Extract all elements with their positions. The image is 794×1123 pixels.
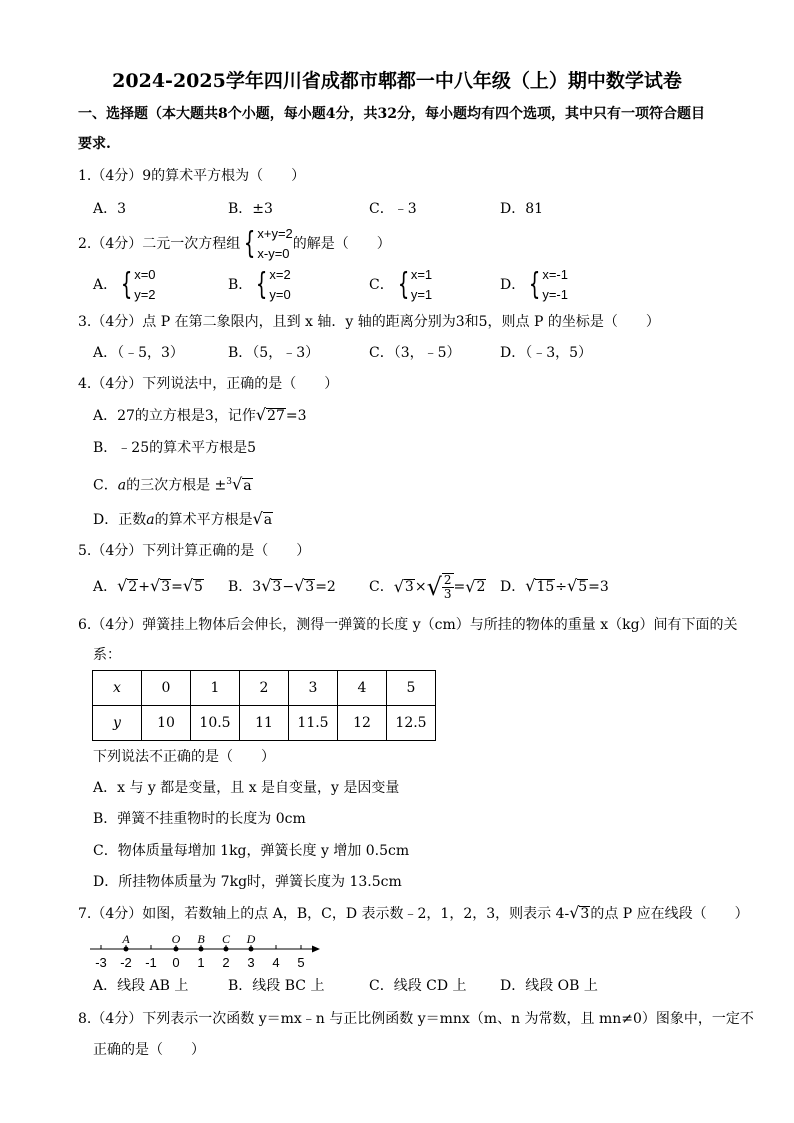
q4-d-label: D．正数 xyxy=(93,512,147,528)
q5-d-res: =3 xyxy=(588,579,609,595)
table-cell: 11 xyxy=(240,706,289,741)
q5-b-op: − xyxy=(282,579,295,595)
point-marker xyxy=(199,947,204,952)
table-cell: y xyxy=(93,706,142,741)
q1-option-b: B．±3 xyxy=(228,201,273,217)
tick-label: 2 xyxy=(222,955,230,970)
point-label: O xyxy=(171,932,181,946)
q3-option-d: D．（﹣3，5） xyxy=(500,345,593,361)
q5-c-label: C． xyxy=(369,579,394,595)
question-1-stem: 1.（4分）9的算术平方根为（ ） xyxy=(78,168,306,184)
q5-a-op: + xyxy=(138,579,150,595)
tick-label: -2 xyxy=(120,955,132,970)
data-table xyxy=(92,670,436,741)
question-7-stem: 7.（4分）如图，若数轴上的点 A，B，C，D 表示数﹣2，1，2，3，则表示 4-√3的点 P 应在线段（ ） xyxy=(78,903,749,922)
q6-option-c: C．物体质量每增加 1kg，弹簧长度 y 增加 0.5cm xyxy=(93,843,410,859)
tick-label: -1 xyxy=(145,955,157,970)
question-8-stem: 8.（4分）下列表示一次函数 y＝mx﹣n 与正比例函数 y＝mnx（m、n 为常数，且 mn≠0）图象中，一定不 xyxy=(78,1011,754,1027)
arrow-right-icon xyxy=(312,946,320,953)
q5-c-eq: = xyxy=(453,579,466,595)
tick-label: 4 xyxy=(272,955,280,970)
question-3-stem: 3.（4分）点 P 在第二象限内，且到 x 轴．y 轴的距离分别为3和5，则点 P 的坐标是（ ） xyxy=(78,314,660,330)
page-title: 2024-2025学年四川省成都市郫都一中八年级（上）期中数学试卷 xyxy=(112,70,682,92)
table-cell: 5 xyxy=(387,671,436,706)
number-line xyxy=(88,930,328,970)
q2-option-c: C． { x=1 y=1 xyxy=(369,265,432,305)
q7-option-d: D．线段 OB 上 xyxy=(500,978,598,994)
q4-c-text: 的三次方根是 ± xyxy=(126,477,227,494)
q4-option-b: B．﹣25的算术平方根是5 xyxy=(93,440,257,456)
question-5-stem: 5.（4分）下列计算正确的是（ ） xyxy=(78,543,311,559)
section-header-cont: 要求. xyxy=(78,136,111,152)
q2-b-line2: y=0 xyxy=(269,287,291,302)
q2-option-c-label: C． xyxy=(369,277,394,293)
q5-a-eq: = xyxy=(171,579,183,595)
point-marker xyxy=(124,947,129,952)
q5-option-c: C． √ 3 × √ $\frac{2}{3}$ = √ 2 xyxy=(369,573,486,601)
point-marker xyxy=(249,947,254,952)
q5-c-op: × xyxy=(414,579,427,595)
q3-option-a: A．（﹣5，3） xyxy=(93,345,184,361)
tick-label: 5 xyxy=(297,955,305,970)
point-label: A xyxy=(122,932,130,946)
q4-c-var: a xyxy=(117,477,127,494)
q4-c-index: 3 xyxy=(226,477,232,487)
q2-option-a-label: A． xyxy=(93,277,118,293)
q4-c-label: C． xyxy=(93,477,118,494)
table-cell: 3 xyxy=(289,671,338,706)
q4-d-var: a xyxy=(146,512,155,528)
q7-stem-radicand: 3 xyxy=(580,906,590,922)
point-marker xyxy=(224,947,229,952)
q4-a-result: =3 xyxy=(285,408,307,424)
q2-a-line2: y=2 xyxy=(134,287,156,302)
q5-d-r2: 5 xyxy=(578,579,588,595)
q2-eq2: x-y=0 xyxy=(257,246,290,261)
q2-d-line1: x=-1 xyxy=(542,267,568,282)
q6-option-a: A．x 与 y 都是变量，且 x 是自变量，y 是因变量 xyxy=(93,780,400,796)
q5-c-num: 2 xyxy=(443,573,452,587)
q5-option-d: D．√15÷√5=3 xyxy=(500,576,609,595)
q4-a-text: A．27的立方根是3，记作 xyxy=(93,408,256,424)
q5-d-label: D． xyxy=(500,579,526,595)
q2-option-a: A． { x=0 y=2 xyxy=(93,265,156,305)
table-cell: 10.5 xyxy=(191,706,240,741)
q2-option-d: D． { x=-1 y=-1 xyxy=(500,265,568,305)
q5-c-r3: 2 xyxy=(476,579,486,595)
q5-b-coef: 3 xyxy=(252,579,262,595)
q2-option-d-label: D． xyxy=(500,277,526,293)
q5-b-label: B． xyxy=(228,579,253,595)
question-6-stem-cont: 系： xyxy=(93,647,121,663)
q5-option-a: A．√2+√3=√5 xyxy=(93,576,203,595)
q2-a-line1: x=0 xyxy=(134,267,156,282)
q4-d-radicand: a xyxy=(263,512,273,528)
q1-option-d: D．81 xyxy=(500,201,544,217)
q7-option-c: C．线段 CD 上 xyxy=(369,978,467,994)
q4-option-c: C．a的三次方根是 ±$^3$√a xyxy=(93,474,252,494)
question-8-stem-cont: 正确的是（ ） xyxy=(93,1042,205,1058)
q5-d-r1: 15 xyxy=(536,579,555,595)
q6-question: 下列说法不正确的是（ ） xyxy=(93,749,275,765)
q7-stem-suffix: 的点 P 应在线段（ ） xyxy=(590,906,749,922)
question-4-stem: 4.（4分）下列说法中，正确的是（ ） xyxy=(78,376,339,392)
q5-c-r1: 3 xyxy=(404,579,414,595)
q5-b-r2: 3 xyxy=(305,579,315,595)
q5-a-r1: 2 xyxy=(128,579,138,595)
question-6-stem: 6.（4分）弹簧挂上物体后会伸长，测得一弹簧的长度 y（cm）与所挂的物体的重量 x（kg）间有下面的关 xyxy=(78,617,738,633)
table-cell: 11.5 xyxy=(289,706,338,741)
q5-b-r1: 3 xyxy=(272,579,282,595)
table-cell: 10 xyxy=(142,706,191,741)
q2-equation-system: { x+y=2 x-y=0 xyxy=(240,224,293,264)
q5-option-b: B．3√3−√3=2 xyxy=(228,576,336,595)
q1-option-c: C．﹣3 xyxy=(369,201,417,217)
table-row xyxy=(93,706,436,741)
table-cell: 0 xyxy=(142,671,191,706)
tick-label: 0 xyxy=(172,955,180,970)
q7-option-a: A．线段 AB 上 xyxy=(93,978,189,994)
q5-a-label: A． xyxy=(93,579,118,595)
q6-option-d: D．所挂物体质量为 7kg时，弹簧长度为 13.5cm xyxy=(93,874,402,890)
point-marker xyxy=(174,947,179,952)
tick-label: 1 xyxy=(197,955,205,970)
table-cell: 2 xyxy=(240,671,289,706)
question-2-stem xyxy=(78,224,391,264)
q3-option-c: C．（3，﹣5） xyxy=(369,345,461,361)
point-label: B xyxy=(197,932,205,946)
q1-option-a: A．3 xyxy=(93,201,127,217)
point-label: D xyxy=(246,932,256,946)
table-cell: 4 xyxy=(338,671,387,706)
q4-a-radicand: 27 xyxy=(267,408,285,424)
q2-d-line2: y=-1 xyxy=(542,287,568,302)
q2-c-line2: y=1 xyxy=(410,287,433,302)
q7-option-b: B．线段 BC 上 xyxy=(228,978,325,994)
section-header: 一、选择题（本大题共8个小题，每小题4分，共32分，每小题均有四个选项，其中只有一项符合题目 xyxy=(78,106,705,122)
q2-b-line1: x=2 xyxy=(269,267,291,282)
q2-stem-prefix: 2.（4分）二元一次方程组 xyxy=(78,236,241,252)
q2-c-line1: x=1 xyxy=(410,267,433,282)
q4-c-radicand: a xyxy=(243,477,252,494)
q5-c-den: 3 xyxy=(443,587,452,601)
q4-option-d: D．正数a的算术平方根是√a xyxy=(93,509,273,528)
table-cell: 1 xyxy=(191,671,240,706)
table-cell: 12.5 xyxy=(387,706,436,741)
q2-eq1: x+y=2 xyxy=(257,226,293,241)
q5-b-res: =2 xyxy=(315,579,336,595)
q6-option-b: B．弹簧不挂重物时的长度为 0cm xyxy=(93,811,306,827)
q2-stem-suffix: 的解是（ ） xyxy=(292,236,391,252)
table-cell: x xyxy=(93,671,142,706)
q2-option-b: B． { x=2 y=0 xyxy=(228,265,291,305)
tick-label: -3 xyxy=(95,955,107,970)
table-cell: 12 xyxy=(338,706,387,741)
point-label: C xyxy=(221,932,231,946)
q5-d-op: ÷ xyxy=(555,579,567,595)
q7-stem-prefix: 7.（4分）如图，若数轴上的点 A，B，C，D 表示数﹣2，1，2，3，则表示 4- xyxy=(78,906,570,922)
q5-a-r3: 5 xyxy=(194,579,203,595)
q2-option-b-label: B． xyxy=(228,277,253,293)
q4-option-a: A．27的立方根是3，记作√27=3 xyxy=(93,405,307,424)
q4-d-text: 的算术平方根是 xyxy=(154,512,253,528)
table-row xyxy=(93,671,436,706)
q3-option-b: B．（5，﹣3） xyxy=(228,345,320,361)
tick-label: 3 xyxy=(247,955,255,970)
q5-a-r2: 3 xyxy=(161,579,171,595)
